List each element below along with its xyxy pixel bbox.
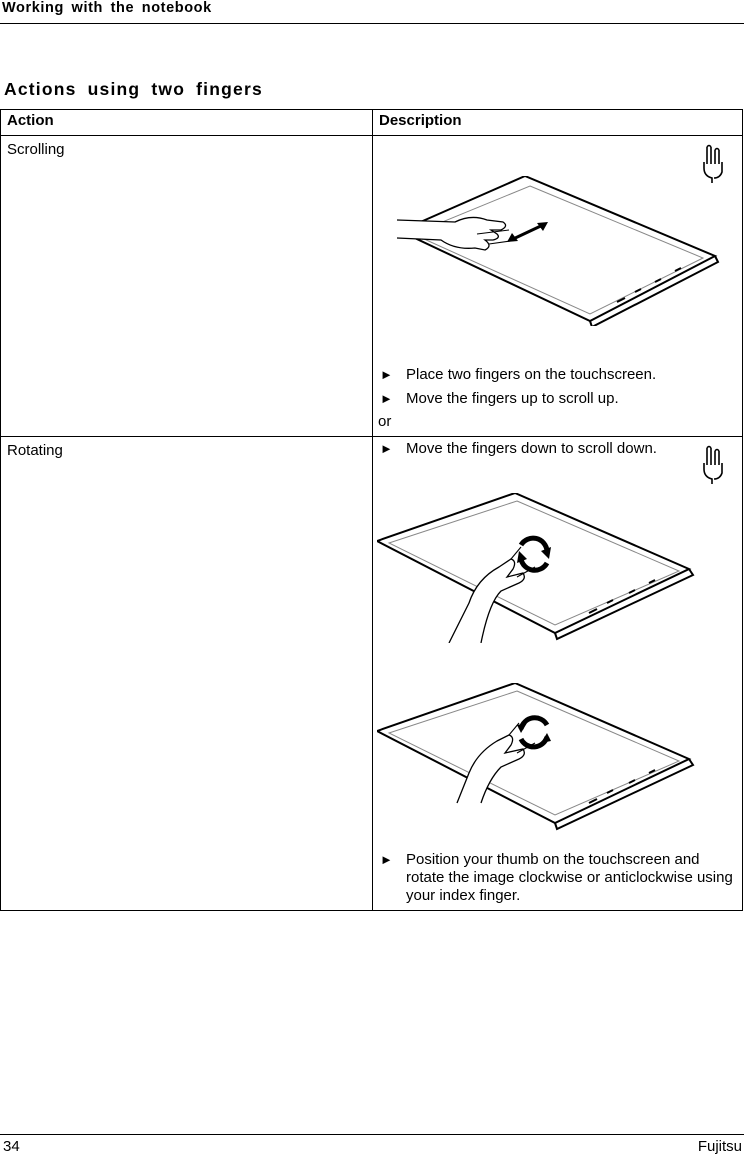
description-rotating: ► Position your thumb on the touchscreen and rotate the image clockwise or anticlockwise using your index finger.: [373, 437, 743, 911]
page-number: 34: [3, 1138, 20, 1155]
table-row-rotating: [1, 437, 743, 911]
footer-rule: [0, 1134, 744, 1135]
header-rule: [0, 23, 744, 24]
bullet-arrow-icon: ►: [380, 441, 393, 456]
two-finger-gesture-icon: [700, 445, 726, 485]
laptop-scroll-illustration: [385, 176, 725, 326]
column-header-action: Action: [1, 110, 373, 136]
laptop-rotate-clockwise-illustration: [377, 493, 717, 643]
section-title: Actions using two fingers: [4, 79, 263, 99]
description-scrolling: ► Place two fingers on the touchscreen. ► Move the fingers up to scroll up. or ► Move the fingers down to scroll down.: [373, 136, 743, 437]
actions-table: [0, 109, 743, 911]
bullet-arrow-icon: ►: [380, 367, 393, 382]
column-header-description: Description: [373, 110, 743, 136]
publisher-name: Fujitsu: [697, 1138, 742, 1155]
bullet-arrow-icon: ►: [380, 852, 393, 867]
action-label-rotating: Rotating: [1, 437, 373, 911]
laptop-rotate-anticlockwise-illustration: [377, 683, 717, 833]
bullet-arrow-icon: ►: [380, 391, 393, 406]
running-header: Working with the notebook: [2, 0, 212, 16]
table-row-scrolling: [1, 136, 743, 437]
action-label-scrolling: Scrolling: [1, 136, 373, 437]
or-separator: or: [378, 413, 392, 430]
table-header-row: [1, 110, 743, 136]
